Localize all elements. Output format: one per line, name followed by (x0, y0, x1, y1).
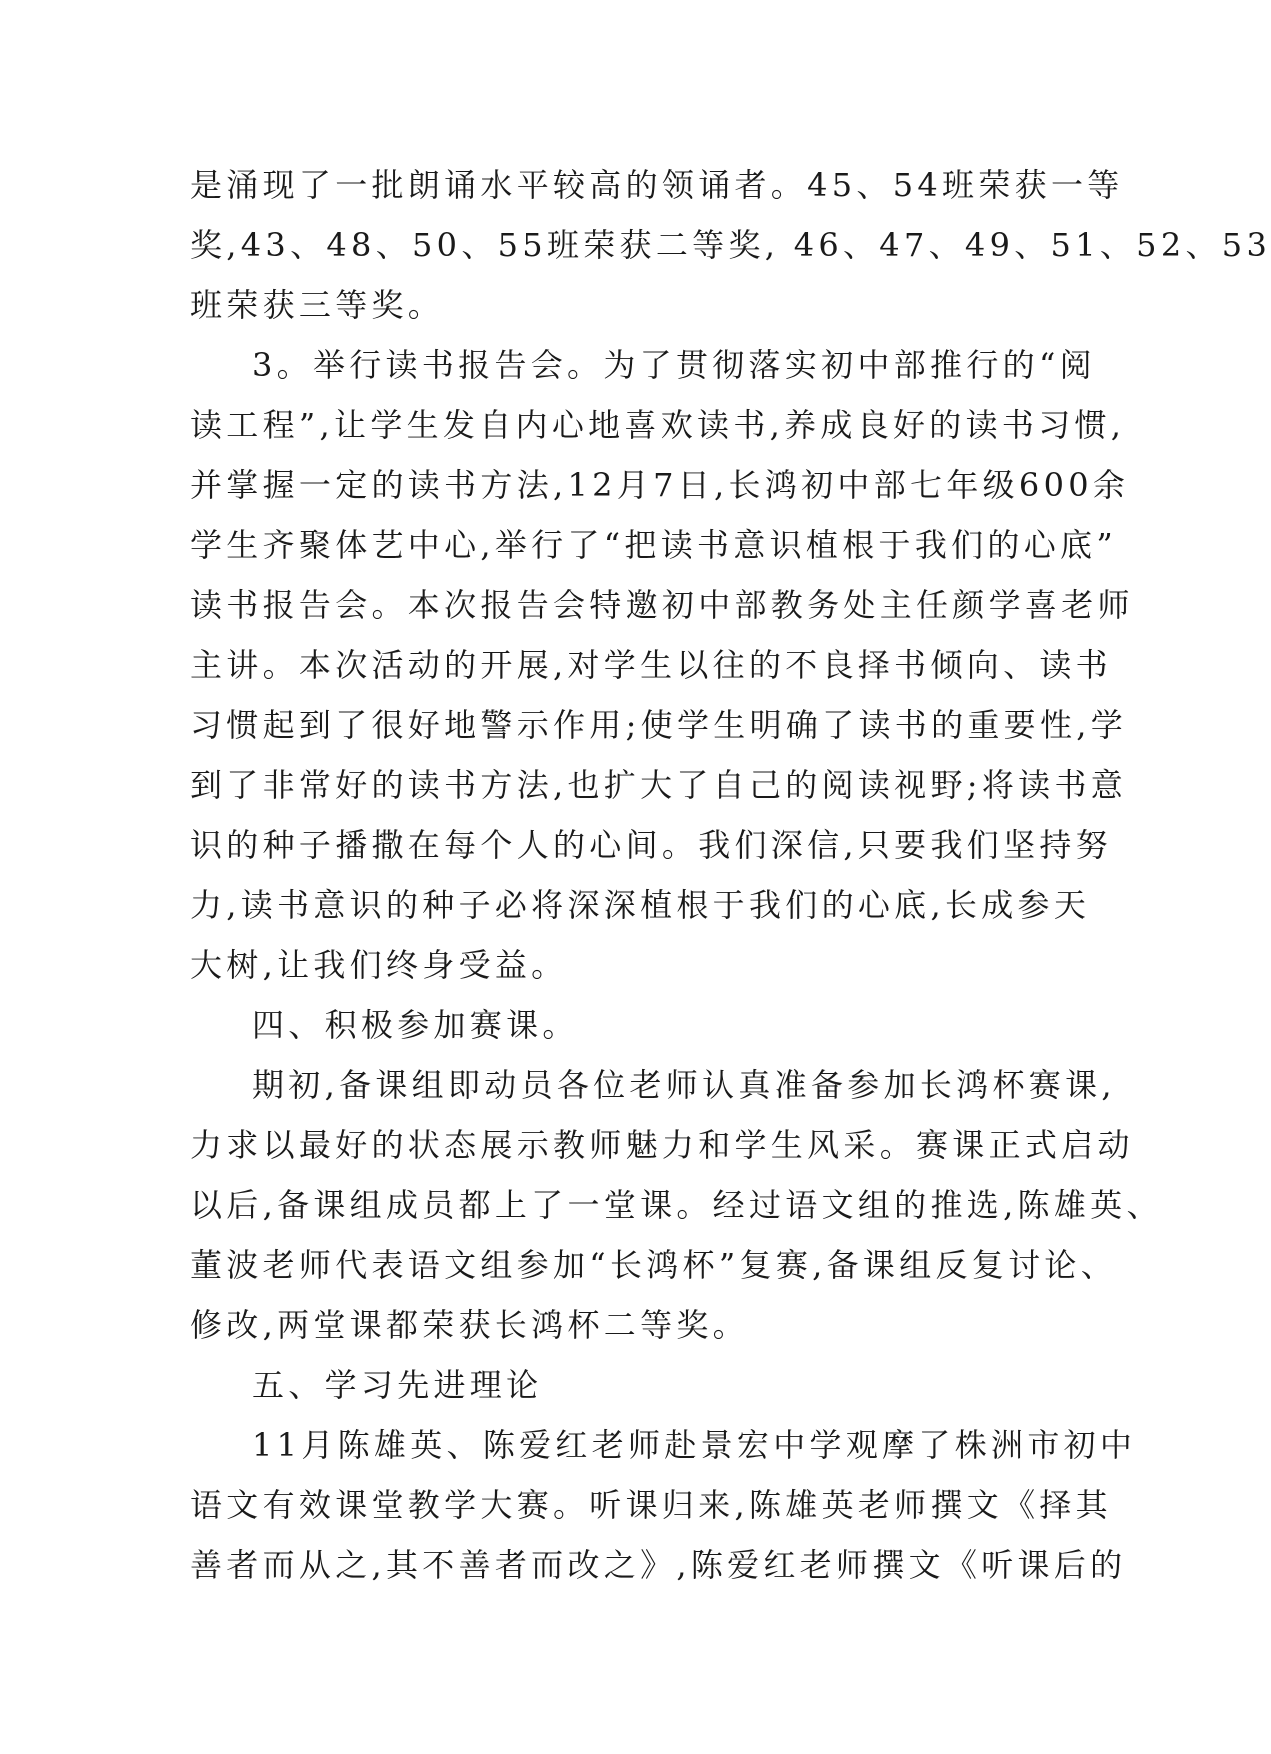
text-line: 主讲。本次活动的开展,对学生以往的不良择书倾向、读书 (190, 646, 1112, 684)
section-heading: 五、学习先进理论 (252, 1366, 543, 1404)
paragraph-start-line: 3。举行读书报告会。为了贯彻落实初中部推行的“阅 (252, 346, 1096, 384)
paragraph-start-line: 11月陈雄英、陈爱红老师赴景宏中学观摩了株洲市初中 (252, 1426, 1137, 1464)
text-line: 董波老师代表语文组参加“长鸿杯”复赛,备课组反复讨论、 (190, 1246, 1117, 1284)
text-line: 大树,让我们终身受益。 (190, 946, 568, 984)
text-line: 力,读书意识的种子必将深深植根于我们的心底,长成参天 (190, 886, 1091, 924)
text-line: 读书报告会。本次报告会特邀初中部教务处主任颜学喜老师 (190, 586, 1134, 624)
paragraph-start-line: 期初,备课组即动员各位老师认真准备参加长鸿杯赛课, (252, 1066, 1116, 1104)
text-line: 班荣获三等奖。 (190, 286, 445, 324)
text-line: 学生齐聚体艺中心,举行了“把读书意识植根于我们的心底” (190, 526, 1117, 564)
text-line: 习惯起到了很好地警示作用;使学生明确了读书的重要性,学 (190, 706, 1128, 744)
text-line: 以后,备课组成员都上了一堂课。经过语文组的推选,陈雄英、 (190, 1186, 1163, 1224)
text-line: 并掌握一定的读书方法,12月7日,长鸿初中部七年级600余 (190, 466, 1130, 504)
text-line: 语文有效课堂教学大赛。听课归来,陈雄英老师撰文《择其 (190, 1486, 1112, 1524)
text-line: 识的种子播撒在每个人的心间。我们深信,只要我们坚持努 (190, 826, 1112, 864)
text-line: 到了非常好的读书方法,也扩大了自己的阅读视野;将读书意 (190, 766, 1128, 804)
text-line: 是涌现了一批朗诵水平较高的领诵者。45、54班荣获一等 (190, 166, 1124, 204)
text-line: 力求以最好的状态展示教师魅力和学生风采。赛课正式启动 (190, 1126, 1134, 1164)
text-line: 读工程”,让学生发自内心地喜欢读书,养成良好的读书习惯, (190, 406, 1126, 444)
text-line: 奖,43、48、50、55班荣获二等奖, 46、47、49、51、52、53 (190, 226, 1271, 264)
text-line: 修改,两堂课都荣获长鸿杯二等奖。 (190, 1306, 749, 1344)
section-heading: 四、积极参加赛课。 (252, 1006, 579, 1044)
text-line: 善者而从之,其不善者而改之》,陈爱红老师撰文《听课后的 (190, 1546, 1127, 1584)
